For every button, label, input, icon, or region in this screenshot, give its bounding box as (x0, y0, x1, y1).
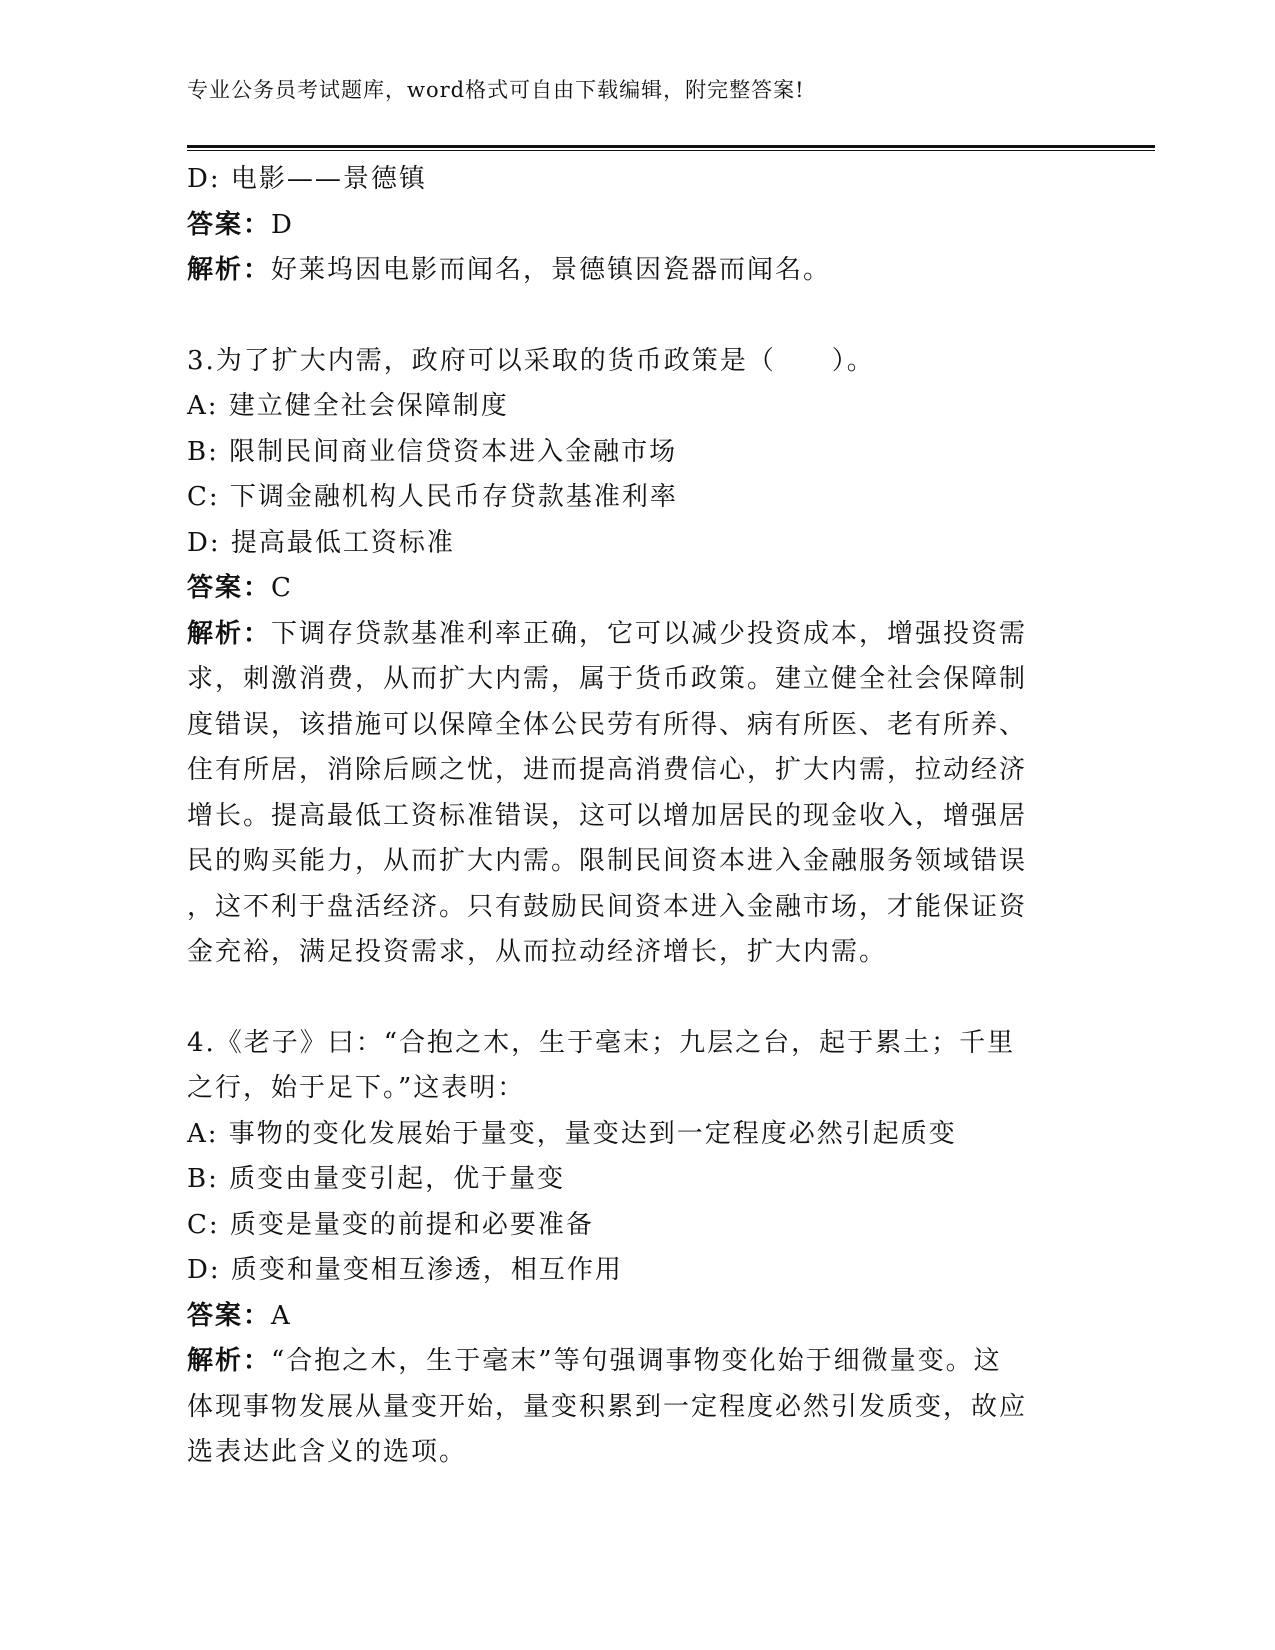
question-3-option-a: A: 建立健全社会保障制度 (187, 391, 509, 421)
header-divider (187, 145, 1155, 148)
question-4-option-a: A: 事物的变化发展始于量变，量变达到一定程度必然引起质变 (187, 1118, 957, 1149)
analysis-text: “合抱之木，生于毫末”等句强调事物变化始于细微量变。这 体现事物发展从量变开始，量变积累到一定程度必然引发质变，故应 选表达此含义的选项。 (187, 1346, 1028, 1467)
question-3-stem: 3.为了扩大内需，政府可以采取的货币政策是（ ）。 (187, 345, 875, 376)
answer-label: 答案： (187, 209, 272, 240)
question-4-answer (187, 1294, 1067, 1340)
answer-value: A (271, 1300, 292, 1331)
document-body (187, 157, 1067, 1476)
option-d: D: 电影——景德镇 (187, 164, 427, 194)
analysis-text: 好莱坞因电影而闻名，景德镇因瓷器而闻名。 (271, 255, 832, 285)
question-4-option-b: B: 质变由量变引起，优于量变 (187, 1164, 566, 1194)
question-4-option-c: C: 质变是量变的前提和必要准备 (187, 1209, 594, 1240)
question-3-option-b: B: 限制民间商业信贷资本进入金融市场 (187, 436, 678, 467)
analysis-paragraph (187, 248, 1067, 294)
question-3-answer (187, 566, 1067, 612)
header-divider-thin (187, 150, 1155, 151)
answer-label: 答案： (187, 573, 272, 603)
question-3-option-d: D: 提高最低工资标准 (187, 527, 455, 558)
answer-value: D (271, 209, 294, 240)
question-4-stem: 4.《老子》曰：“合抱之木，生于毫末；九层之台，起于累土；千里 之行，始于足下。”这表明： (187, 1027, 1016, 1103)
analysis-label: 解析： (187, 1346, 272, 1376)
question-4-analysis (187, 1339, 1067, 1476)
question-3-option-c: C: 下调金融机构人民币存贷款基准利率 (187, 482, 678, 512)
answer-line (187, 203, 1067, 249)
analysis-label: 解析： (187, 618, 272, 649)
page-header: 专业公务员考试题库，word格式可自由下载编辑，附完整答案! (187, 78, 805, 102)
analysis-label: 解析： (187, 255, 272, 285)
spacer (187, 294, 1067, 339)
analysis-text: 下调存贷款基准利率正确，它可以减少投资成本，增强投资需 求，刺激消费，从而扩大内需，属于货币政策。建立健全社会保障制 度错误，该措施可以保障全体公民劳有所得、病有所医、老有所养、 住有所居，消除后顾之忧，进而提高消费信心，扩大内需，拉动经济 增长。提高最低工资标准错误，这可以增加居民的现金收入，增强居 民的购买能力，从而扩大内需。限制民间资本进入金融服务领域错误 ，这不利于盘活经济。只有鼓励民间资本进入金融市场，才能保证资 金充裕，满足投资需求，从而拉动经济增长，扩大内需。 (187, 618, 1028, 967)
spacer (187, 976, 1067, 1021)
question-4-option-d: D: 质变和量变相互渗透，相互作用 (187, 1255, 623, 1285)
question-3-analysis (187, 612, 1067, 976)
answer-label: 答案： (187, 1300, 272, 1331)
answer-value: C (271, 573, 293, 603)
